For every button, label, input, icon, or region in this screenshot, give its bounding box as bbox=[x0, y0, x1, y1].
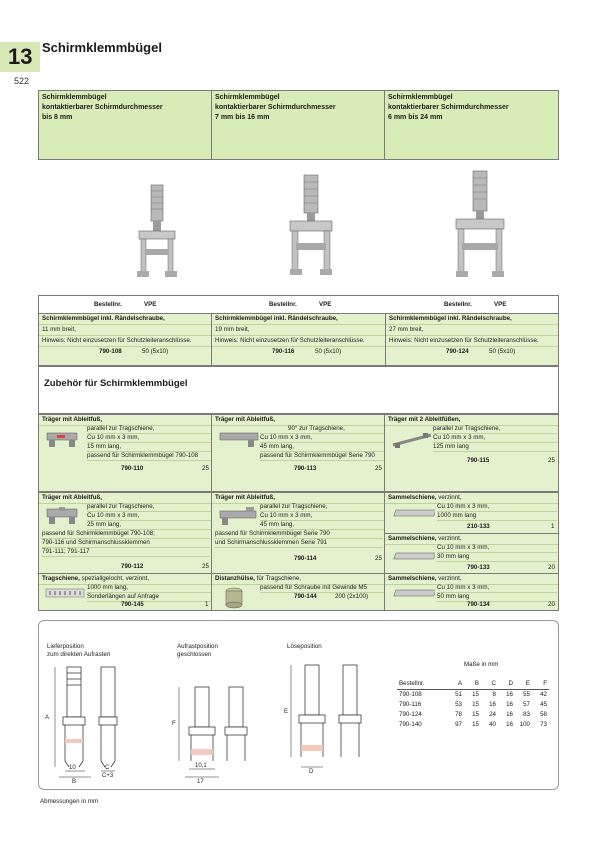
cell: 73 bbox=[540, 721, 547, 728]
detail-line: 791-111; 791-117 bbox=[42, 548, 210, 557]
cell: 16 bbox=[506, 691, 513, 698]
detail-line: Cu 10 mm x 3 mm, bbox=[433, 434, 557, 443]
col-vpe: VPE bbox=[319, 301, 332, 308]
carrier-image bbox=[218, 429, 260, 449]
cell: 15 bbox=[472, 721, 479, 728]
item-number: 790-108 bbox=[99, 348, 122, 355]
label-line: Löseposition bbox=[287, 643, 322, 650]
cell: 8 bbox=[492, 691, 496, 698]
item-order-line bbox=[386, 347, 558, 357]
detail-line: Cu 10 mm x 3 mm, bbox=[87, 434, 211, 443]
col-bestellnr: Bestellnr. bbox=[269, 301, 297, 308]
accessory-details bbox=[87, 425, 211, 461]
detail-line: 90° zur Tragschiene, bbox=[260, 425, 384, 434]
dim-label-10-1: 10,1 bbox=[195, 763, 207, 769]
item-vpe: 50 (5x10) bbox=[489, 348, 516, 355]
accessory-790-134 bbox=[384, 573, 559, 611]
header-cell: B bbox=[464, 679, 481, 690]
order-item-790-116 bbox=[212, 314, 386, 365]
detail-line: parallel zur Tragschiene, bbox=[433, 425, 557, 434]
item-number: 210-133 bbox=[467, 523, 490, 530]
accessory-790-145 bbox=[38, 573, 212, 611]
item-vpe: 25 bbox=[202, 465, 209, 472]
chapter-number: 13 bbox=[8, 44, 33, 69]
dim-label-b: B bbox=[72, 779, 77, 785]
header-cell: C bbox=[481, 679, 498, 690]
accessory-title: Träger mit Ableitfuß, bbox=[212, 415, 384, 426]
cell: 97 bbox=[455, 721, 462, 728]
item-vpe: 1 bbox=[551, 523, 555, 530]
dim-label-c: C bbox=[105, 765, 110, 771]
accessory-title: Sammelschiene, bbox=[388, 535, 437, 542]
accessory-title: Träger mit 2 Ableitfüßen, bbox=[385, 415, 558, 426]
drawing-release-position bbox=[291, 665, 361, 767]
item-width: 19 mm breit, bbox=[212, 325, 385, 336]
product-header-2 bbox=[211, 90, 385, 160]
dimension-table-title: Maße in mm bbox=[464, 661, 499, 668]
accessory-title: Träger mit Ableitfuß, bbox=[212, 493, 384, 504]
accessory-details bbox=[260, 584, 384, 593]
item-vpe: 25 bbox=[375, 465, 382, 472]
cell: 16 bbox=[506, 721, 513, 728]
item-vpe: 50 (5x10) bbox=[142, 348, 169, 355]
accessory-details bbox=[260, 503, 384, 530]
dim-label-d: D bbox=[309, 769, 314, 775]
header-cell: A bbox=[447, 679, 464, 690]
footer-note: Abmessungen in mm bbox=[40, 798, 99, 805]
item-number: 790-133 bbox=[467, 564, 490, 571]
detail-line: Sonderlängen auf Anfrage bbox=[87, 593, 211, 602]
detail-line: 125 mm lang bbox=[433, 443, 557, 452]
header-cell: F bbox=[532, 679, 549, 690]
cell: 15 bbox=[472, 711, 479, 718]
detail-line: 25 mm lang, bbox=[87, 521, 211, 530]
clamp-photo-790-108 bbox=[137, 185, 177, 277]
detail-line: 1000 mm lang bbox=[437, 512, 557, 521]
accessory-title-suffix: verzinnt, bbox=[436, 494, 462, 501]
product-range: 6 mm bis 24 mm bbox=[388, 114, 443, 121]
item-title: Schirmklemmbügel inkl. Rändelschraube, bbox=[212, 314, 385, 325]
dim-label-f: F bbox=[172, 721, 176, 727]
accessory-details bbox=[260, 425, 384, 461]
item-width: 27 mm breit, bbox=[386, 325, 558, 336]
item-number: 790-115 bbox=[467, 457, 490, 464]
dim-label-10: 10 bbox=[69, 765, 76, 771]
accessory-details bbox=[87, 584, 211, 602]
detail-line: Cu 10 mm x 3 mm, bbox=[260, 434, 384, 443]
accessory-title-suffix: verzinnt, bbox=[436, 575, 462, 582]
detail-line: Cu 10 mm x 3 mm, bbox=[437, 584, 557, 593]
accessory-title: Träger mit Ableitfuß, bbox=[39, 415, 211, 426]
accessory-790-114 bbox=[211, 492, 385, 584]
carrier-image bbox=[391, 429, 433, 449]
product-header-1 bbox=[38, 90, 212, 160]
product-range: bis 8 mm bbox=[42, 114, 73, 121]
accessory-details-ext bbox=[215, 530, 383, 548]
accessory-790-113 bbox=[211, 414, 385, 492]
dimension-table bbox=[397, 679, 549, 730]
table-row bbox=[397, 710, 549, 720]
accessory-title: Träger mit Ableitfuß, bbox=[39, 493, 211, 504]
accessory-title: Tragschiene, bbox=[42, 575, 80, 582]
accessory-title: Distanzhülse, bbox=[215, 575, 255, 582]
detail-line: 50 mm lang bbox=[437, 593, 557, 602]
product-title: Schirmklemmbügel bbox=[388, 94, 453, 101]
drawing-snap-position bbox=[179, 687, 247, 777]
order-table bbox=[38, 295, 559, 366]
item-number: 790-144 bbox=[294, 593, 317, 600]
cell: 15 bbox=[472, 701, 479, 708]
clamp-photo-790-124 bbox=[456, 171, 504, 277]
busbar-image bbox=[391, 587, 435, 601]
cell: 57 bbox=[523, 701, 530, 708]
cell: 790-116 bbox=[399, 701, 422, 708]
cell: 24 bbox=[489, 711, 496, 718]
accessory-details-ext bbox=[42, 530, 210, 557]
cell: 58 bbox=[540, 711, 547, 718]
accessories-title: Zubehör für Schirmklemmbügel bbox=[44, 378, 188, 389]
spacer-image bbox=[222, 586, 246, 610]
busbar-image bbox=[391, 550, 435, 564]
accessory-210-133 bbox=[384, 492, 559, 534]
accessory-790-115 bbox=[384, 414, 559, 492]
col-bestellnr: Bestellnr. bbox=[444, 301, 472, 308]
item-vpe: 25 bbox=[202, 563, 209, 570]
detail-line: parallel zur Tragschiene, bbox=[87, 503, 211, 512]
item-number: 790-110 bbox=[121, 465, 144, 472]
page-number: 522 bbox=[14, 76, 30, 86]
detail-line: passend für Schirmklemmbügel Serie 790 bbox=[215, 530, 383, 539]
cell: 790-108 bbox=[399, 691, 422, 698]
cell: 16 bbox=[506, 711, 513, 718]
table-row bbox=[397, 720, 549, 730]
carrier-image bbox=[218, 505, 258, 527]
table-row bbox=[397, 700, 549, 710]
item-number: 790-113 bbox=[294, 465, 317, 472]
accessory-details bbox=[437, 544, 557, 562]
rail-image bbox=[45, 586, 85, 600]
item-number: 790-134 bbox=[467, 601, 490, 608]
accessory-790-112 bbox=[38, 492, 212, 584]
accessories-heading-box bbox=[38, 366, 559, 414]
accessory-title-suffix: verzinnt, bbox=[436, 535, 462, 542]
item-order-line bbox=[212, 347, 385, 357]
col-vpe: VPE bbox=[144, 301, 157, 308]
label-line: geschlossen bbox=[177, 651, 212, 658]
cell: 78 bbox=[455, 711, 462, 718]
cell: 53 bbox=[455, 701, 462, 708]
detail-line: 790-116 und Schirmanschlussklemmen bbox=[42, 539, 210, 548]
accessory-title-suffix: speziallgelocht, verzinnt, bbox=[79, 575, 149, 582]
detail-line: parallel zur Tragschiene, bbox=[260, 503, 384, 512]
accessory-790-110 bbox=[38, 414, 212, 492]
accessory-title: Sammelschiene, bbox=[388, 575, 437, 582]
detail-line: Cu 10 mm x 3 mm, bbox=[87, 512, 211, 521]
drawing-delivery-position bbox=[55, 667, 117, 777]
label-line: Lieferposition bbox=[47, 643, 84, 650]
busbar-image bbox=[391, 507, 435, 521]
detail-line: passend für Schraube mit Gewinde M5 bbox=[260, 584, 384, 593]
cell: 40 bbox=[489, 721, 496, 728]
item-order-line bbox=[39, 347, 211, 357]
dimension-table-header bbox=[397, 679, 549, 690]
order-item-790-108 bbox=[39, 314, 212, 365]
col-bestellnr: Bestellnr. bbox=[94, 301, 122, 308]
detail-line: 15 mm lang, bbox=[87, 443, 211, 452]
cell: 45 bbox=[540, 701, 547, 708]
detail-line: 45 mm lang, bbox=[260, 443, 384, 452]
order-header bbox=[39, 296, 558, 314]
cell: 16 bbox=[506, 701, 513, 708]
header-cell: D bbox=[498, 679, 515, 690]
carrier-image bbox=[45, 429, 81, 449]
item-hint: Hinweis: Nicht einzusetzen für Schutzleiteranschlüsse. bbox=[212, 336, 385, 347]
header-cell: Bestellnr. bbox=[397, 679, 447, 690]
detail-line: 45 mm lang, bbox=[260, 521, 384, 530]
cell: 42 bbox=[540, 691, 547, 698]
item-number: 790-124 bbox=[446, 348, 469, 355]
product-subtitle: kontaktierbarer Schirmdurchmesser bbox=[388, 104, 509, 111]
detail-line: 1000 mm lang, bbox=[87, 584, 211, 593]
item-vpe: 20 bbox=[548, 564, 555, 571]
detail-line: Cu 10 mm x 3 mm, bbox=[260, 512, 384, 521]
item-hint: Hinweis: Nicht einzusetzen für Schutzleiteranschlüsse. bbox=[39, 336, 211, 347]
cell: 790-140 bbox=[399, 721, 422, 728]
item-vpe: 1 bbox=[205, 601, 209, 608]
accessory-790-144 bbox=[211, 573, 385, 611]
dim-label-e: E bbox=[284, 709, 289, 715]
detail-line: passend für Schirmklemmbügel Serie 790 bbox=[260, 452, 384, 461]
accessory-details bbox=[437, 503, 557, 521]
detail-line: und Schirmanschlussklemmen Serie 791 bbox=[215, 539, 383, 548]
detail-line: passend für Schirmklemmbügel 790-108; bbox=[42, 530, 210, 539]
item-number: 790-112 bbox=[121, 563, 144, 570]
product-photos bbox=[38, 165, 559, 285]
cell: 55 bbox=[523, 691, 530, 698]
detail-line: Cu 10 mm x 3 mm, bbox=[437, 544, 557, 553]
item-hint: Hinweis: Nicht einzusetzen für Schutzleiteranschlüsse. bbox=[386, 336, 558, 347]
cell: 100 bbox=[519, 721, 530, 728]
header-cell: E bbox=[515, 679, 532, 690]
product-title: Schirmklemmbügel bbox=[215, 94, 280, 101]
accessory-details bbox=[433, 425, 557, 452]
col-vpe: VPE bbox=[494, 301, 507, 308]
item-title: Schirmklemmbügel inkl. Rändelschraube, bbox=[386, 314, 558, 325]
cell: 83 bbox=[523, 711, 530, 718]
item-vpe: 200 (2x100) bbox=[335, 593, 369, 600]
cell: 15 bbox=[472, 691, 479, 698]
dim-label-a: A bbox=[45, 715, 50, 721]
product-title: Schirmklemmbügel bbox=[42, 94, 107, 101]
accessory-title: Sammelschiene, bbox=[388, 494, 437, 501]
table-row bbox=[397, 690, 549, 701]
product-header-3 bbox=[384, 90, 559, 160]
product-range: 7 mm bis 16 mm bbox=[215, 114, 270, 121]
order-item-790-124 bbox=[386, 314, 558, 365]
accessory-details bbox=[87, 503, 211, 530]
item-number: 790-116 bbox=[272, 348, 295, 355]
detail-line: Cu 10 mm x 3 mm, bbox=[437, 503, 557, 512]
accessories-grid bbox=[38, 414, 559, 614]
detail-line: 30 mm lang bbox=[437, 553, 557, 562]
cell: 790-124 bbox=[399, 711, 422, 718]
cell: 16 bbox=[489, 701, 496, 708]
product-subtitle: kontaktierbarer Schirmdurchmesser bbox=[42, 104, 163, 111]
detail-line: passend für Schirmklemmbügel 790-108 bbox=[87, 452, 211, 461]
detail-line: parallel zur Tragschiene, bbox=[87, 425, 211, 434]
product-header-row bbox=[38, 90, 559, 160]
item-vpe: 25 bbox=[375, 555, 382, 562]
technical-drawings bbox=[39, 621, 399, 791]
label-line: Aufrastposition bbox=[177, 643, 218, 650]
item-vpe: 25 bbox=[548, 457, 555, 464]
accessory-title-suffix: für Tragschiene, bbox=[254, 575, 301, 582]
carrier-image bbox=[45, 505, 81, 527]
item-number: 790-145 bbox=[121, 601, 144, 608]
clamp-photo-790-116 bbox=[290, 175, 332, 275]
dim-label-c3: C+3 bbox=[102, 773, 114, 779]
cell: 51 bbox=[455, 691, 462, 698]
dim-label-17: 17 bbox=[197, 779, 204, 785]
accessory-details bbox=[437, 584, 557, 602]
page-title: Schirmklemmbügel bbox=[42, 40, 162, 55]
product-subtitle: kontaktierbarer Schirmdurchmesser bbox=[215, 104, 336, 111]
dimension-diagram-panel bbox=[38, 620, 559, 790]
item-number: 790-114 bbox=[294, 555, 317, 562]
item-vpe: 50 (5x10) bbox=[315, 348, 342, 355]
item-vpe: 20 bbox=[548, 601, 555, 608]
item-width: 11 mm breit, bbox=[39, 325, 211, 336]
label-line: zum direkten Aufrasten bbox=[47, 651, 111, 658]
item-title: Schirmklemmbügel inkl. Rändelschraube, bbox=[39, 314, 211, 325]
